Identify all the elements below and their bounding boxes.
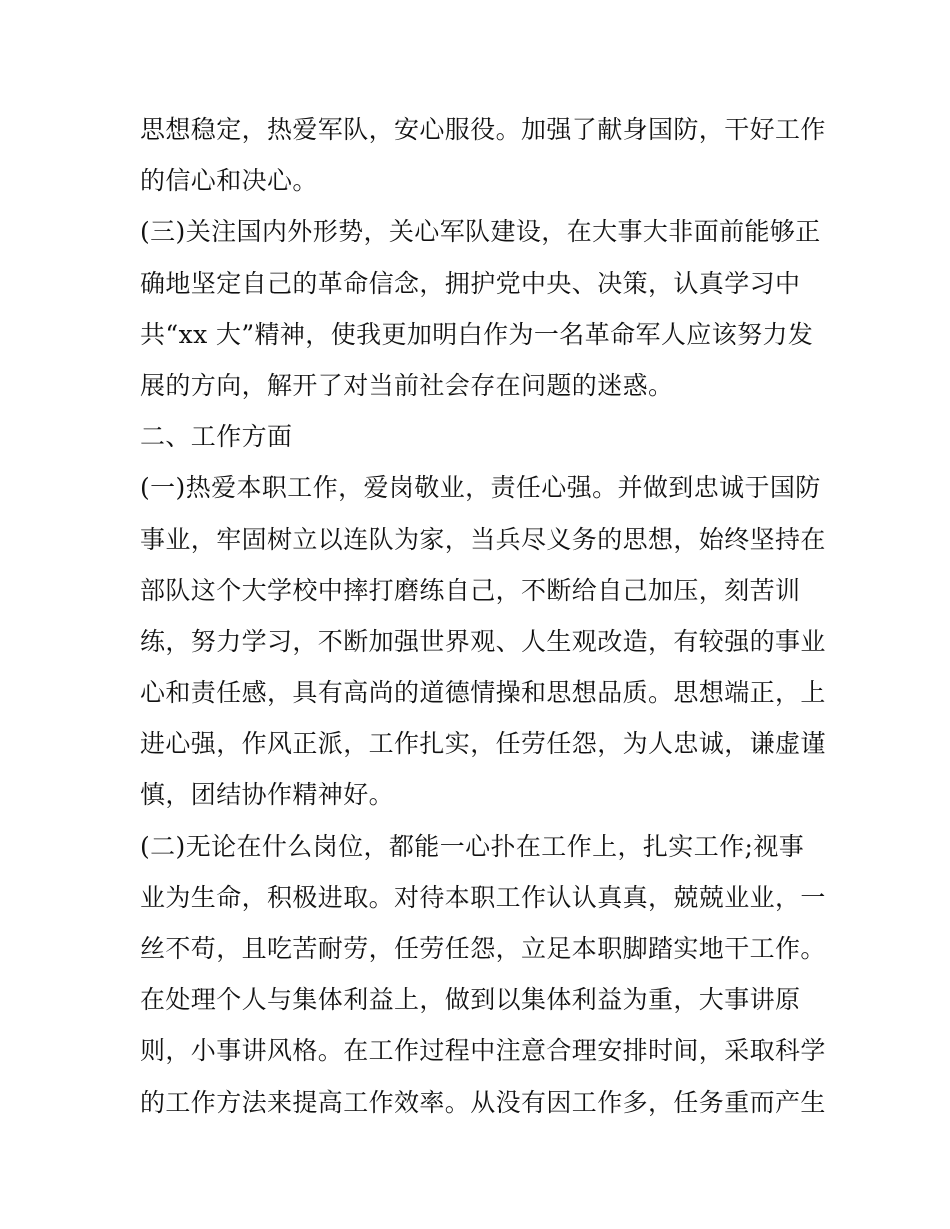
text-line: 在处理个人与集体利益上，做到以集体利益为重，大事讲原	[140, 985, 801, 1015]
text-line: 确地坚定自己的革命信念，拥护党中央、决策，认真学习中	[140, 268, 801, 298]
text-line: 则，小事讲风格。在工作过程中注意合理安排时间，采取科学	[140, 1036, 826, 1066]
text-line: 部队这个大学校中摔打磨练自己，不断给自己加压，刻苦训	[140, 575, 801, 605]
text-line: 思想稳定，热爱军队，安心服役。加强了献身国防，干好工作	[140, 115, 826, 144]
text-line: 心和责任感，具有高尚的道德情操和思想品质。思想端正，上	[140, 678, 826, 708]
text-line: 事业，牢固树立以连队为家，当兵尽义务的思想，始终坚持在	[140, 524, 826, 554]
text-line: 共“xx 大”精神，使我更加明白作为一名革命军人应该努力发	[140, 319, 814, 349]
text-line: 丝不苟，且吃苦耐劳，任劳任怨，立足本职脚踏实地干工作。	[140, 934, 826, 963]
text-line: (一)热爱本职工作，爱岗敬业，责任心强。并做到忠诚于国防	[140, 473, 821, 503]
text-line: 的信心和决心。	[140, 166, 318, 196]
body-text	[140, 104, 826, 1128]
text-line: 的工作方法来提高工作效率。从没有因工作多，任务重而产生	[140, 1087, 826, 1117]
text-line: (二)无论在什么岗位，都能一心扑在工作上，扎实工作;视事	[140, 831, 805, 861]
section-heading: 二、工作方面	[140, 422, 293, 452]
text-line: 练，努力学习，不断加强世界观、人生观改造，有较强的事业	[140, 626, 826, 656]
text-line: 慎，团结协作精神好。	[140, 780, 395, 810]
text-line: 展的方向，解开了对当前社会存在问题的迷惑。	[140, 370, 674, 400]
text-line: 进心强，作风正派，工作扎实，任劳任怨，为人忠诚，谦虚谨	[140, 729, 826, 759]
text-line: (三)关注国内外形势，关心军队建设，在大事大非面前能够正	[140, 217, 821, 247]
text-line: 业为生命，积极进取。对待本职工作认认真真，兢兢业业，一	[140, 882, 826, 912]
